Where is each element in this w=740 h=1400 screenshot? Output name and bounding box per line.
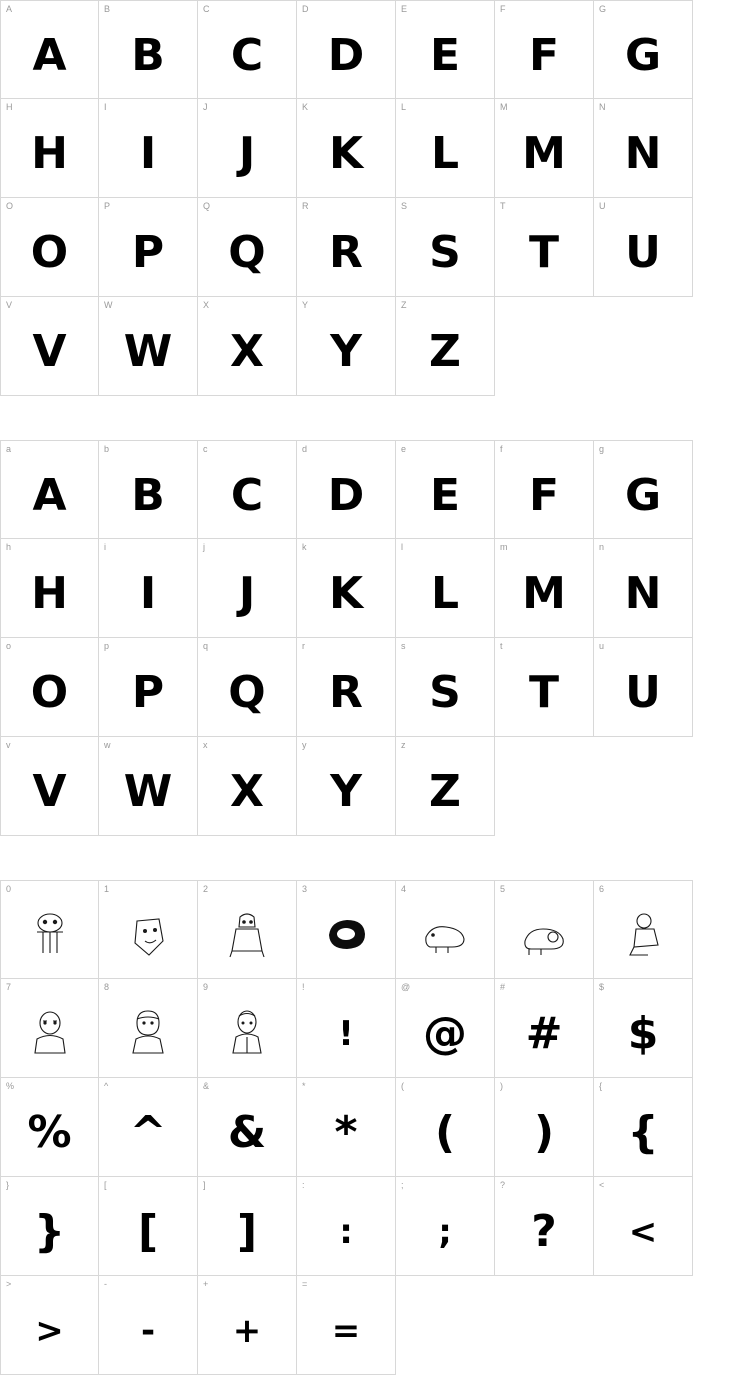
charmap-cell-M[interactable] [495, 99, 594, 198]
charmap-row [0, 638, 740, 737]
charmap-cell-t[interactable] [495, 638, 594, 737]
charmap-cell-glyph: W [123, 766, 173, 817]
charmap-cell-code: H [6, 102, 13, 112]
charmap-cell-glyph: } [33, 1206, 66, 1257]
charmap-cell-glyph: C [230, 469, 264, 521]
charmap-cell-v[interactable] [0, 737, 99, 836]
charmap-cell-glyph: P [131, 227, 165, 278]
charmap-cell-empty [495, 737, 594, 836]
charmap-cell-H[interactable] [0, 99, 99, 198]
charmap-cell-j[interactable] [198, 539, 297, 638]
charmap-cell-glyph: J [238, 128, 256, 179]
charmap-cell-c[interactable] [198, 440, 297, 539]
charmap-cell-glyph: N [624, 568, 662, 619]
charmap-cell-glyph: Q [228, 667, 266, 718]
charmap-cell->[interactable] [0, 1276, 99, 1375]
charmap-cell-code: o [6, 641, 12, 651]
charmap-cell-p[interactable] [99, 638, 198, 737]
charmap-cell-glyph: U [625, 227, 661, 278]
charmap-block-lowercase-letters [0, 440, 740, 836]
charmap-cell-glyph: R [329, 227, 363, 278]
charmap-block-digits-and-symbols [0, 880, 740, 1375]
charmap-cell-8[interactable] [99, 979, 198, 1078]
block-separator [0, 836, 740, 880]
charmap-cell-glyph: [ [137, 1206, 159, 1257]
charmap-cell-L[interactable] [396, 99, 495, 198]
charmap-cell-n[interactable] [594, 539, 693, 638]
charmap-cell-glyph: S [429, 667, 461, 718]
charmap-cell-D[interactable] [297, 0, 396, 99]
charmap-cell--[interactable] [99, 1276, 198, 1375]
charmap-cell-glyph: E [429, 469, 461, 521]
charmap-cell-code: C [203, 4, 210, 14]
charmap-cell-glyph: A [32, 29, 67, 81]
charmap-cell-glyph: F [528, 469, 560, 521]
charmap-cell-code: u [599, 641, 605, 651]
charmap-cell-glyph: @ [423, 1008, 467, 1059]
charmap-cell-code: l [401, 542, 403, 552]
charmap-cell-glyph: A [32, 469, 67, 521]
charmap-cell-code: : [302, 1180, 305, 1190]
charmap-cell-code: G [599, 4, 607, 14]
charmap-row [0, 737, 740, 836]
charmap-cell-;[interactable] [396, 1177, 495, 1276]
charmap-cell-K[interactable] [297, 99, 396, 198]
charmap-cell-glyph: T [528, 667, 559, 718]
charmap-cell-glyph: K [328, 568, 364, 619]
charmap-cell-glyph: X [230, 326, 264, 377]
charmap-row [0, 539, 740, 638]
charmap-cell-glyph: N [624, 128, 662, 179]
charmap-cell-code: D [302, 4, 309, 14]
charmap-cell-4[interactable] [396, 880, 495, 979]
charmap-cell-N[interactable] [594, 99, 693, 198]
charmap-cell-code: B [104, 4, 111, 14]
charmap-cell-code: 0 [6, 884, 12, 894]
charmap-cell-code: # [500, 982, 506, 992]
character-portrait-person-icon [198, 991, 296, 1077]
charmap-cell-code: { [599, 1081, 603, 1091]
charmap-cell-%[interactable] [0, 1078, 99, 1177]
charmap-cell-z[interactable] [396, 737, 495, 836]
charmap-cell-glyph: { [627, 1107, 659, 1158]
charmap-cell-Z[interactable] [396, 297, 495, 396]
charmap-cell-<[interactable] [594, 1177, 693, 1276]
charmap-cell-empty [396, 1276, 495, 1375]
charmap-cell-glyph: W [123, 326, 173, 377]
charmap-cell-code: 5 [500, 884, 506, 894]
charmap-cell-code: E [401, 4, 408, 14]
charmap-cell-code: 8 [104, 982, 110, 992]
charmap-cell-glyph: B [131, 29, 165, 81]
charmap-cell-code: V [6, 300, 13, 310]
charmap-cell-glyph: # [525, 1008, 563, 1059]
charmap-cell-code: & [203, 1081, 210, 1091]
charmap-cell-code: J [203, 102, 208, 112]
charmap-cell-code: L [401, 102, 407, 112]
charmap-cell-E[interactable] [396, 0, 495, 99]
charmap-cell-X[interactable] [198, 297, 297, 396]
charmap-cell-code: R [302, 201, 309, 211]
charmap-cell-#[interactable] [495, 979, 594, 1078]
charmap-cell-code: S [401, 201, 408, 211]
charmap-cell-+[interactable] [198, 1276, 297, 1375]
charmap-cell-code: ^ [104, 1081, 109, 1091]
charmap-cell-glyph: J [238, 568, 256, 619]
charmap-cell-glyph: U [625, 667, 661, 718]
charmap-cell-code: 3 [302, 884, 308, 894]
charmap-cell-code: f [500, 444, 503, 454]
charmap-cell-glyph: E [429, 29, 461, 81]
charmap-cell-code: Z [401, 300, 407, 310]
character-sleeping-figure-icon [495, 893, 593, 978]
charmap-row [0, 198, 740, 297]
charmap-cell-code: ( [401, 1081, 404, 1091]
charmap-cell-code: s [401, 641, 406, 651]
charmap-cell-f[interactable] [495, 440, 594, 539]
charmap-cell-code: A [6, 4, 13, 14]
charmap-cell-empty [495, 1276, 594, 1375]
charmap-cell-glyph: $ [627, 1008, 659, 1059]
charmap-cell-glyph: Z [429, 326, 461, 377]
charmap-cell-q[interactable] [198, 638, 297, 737]
charmap-cell-code: F [500, 4, 506, 14]
charmap-cell-glyph: I [139, 568, 157, 619]
charmap-cell-C[interactable] [198, 0, 297, 99]
charmap-cell-code: = [302, 1279, 308, 1289]
charmap-cell-glyph: = [331, 1311, 361, 1351]
charmap-cell-glyph: H [31, 128, 68, 179]
charmap-cell-empty [594, 737, 693, 836]
charmap-cell-Q[interactable] [198, 198, 297, 297]
charmap-cell-5[interactable] [495, 880, 594, 979]
charmap-cell-code: ] [203, 1180, 206, 1190]
charmap-cell-code: e [401, 444, 407, 454]
charmap-cell-glyph: O [30, 227, 69, 278]
charmap-cell-d[interactable] [297, 440, 396, 539]
charmap-cell-code: h [6, 542, 12, 552]
charmap-cell-{[interactable] [594, 1078, 693, 1177]
charmap-cell-code: [ [104, 1180, 107, 1190]
charmap-row [0, 0, 740, 99]
charmap-cell-code: U [599, 201, 606, 211]
charmap-cell-x[interactable] [198, 737, 297, 836]
charmap-cell-O[interactable] [0, 198, 99, 297]
charmap-cell-glyph: L [430, 128, 460, 179]
charmap-cell-T[interactable] [495, 198, 594, 297]
character-seated-figure-icon [198, 893, 296, 978]
character-kneeling-figure-icon [594, 893, 692, 978]
charmap-row [0, 1177, 740, 1276]
charmap-cell-glyph: ^ [129, 1107, 167, 1158]
charmap-cell-code: K [302, 102, 309, 112]
charmap-row [0, 1078, 740, 1177]
charmap-cell-code: 9 [203, 982, 209, 992]
charmap-cell-code: d [302, 444, 308, 454]
charmap-cell-glyph: ) [533, 1107, 555, 1158]
charmap-cell-glyph: % [27, 1107, 72, 1158]
charmap-cell-code: a [6, 444, 12, 454]
charmap-cell-i[interactable] [99, 539, 198, 638]
charmap-row [0, 979, 740, 1078]
charmap-row [0, 297, 740, 396]
charmap-cell-code: p [104, 641, 110, 651]
charmap-cell-code: i [104, 542, 106, 552]
charmap-cell-code: y [302, 740, 307, 750]
charmap-cell-glyph: Y [330, 326, 362, 377]
charmap-cell-glyph: Q [228, 227, 266, 278]
charmap-cell-glyph: T [528, 227, 559, 278]
charmap-cell-code: + [203, 1279, 209, 1289]
charmap-row [0, 99, 740, 198]
charmap-cell-glyph: X [230, 766, 264, 817]
charmap-cell-glyph: ( [434, 1107, 456, 1158]
charmap-cell-code: j [203, 542, 205, 552]
charmap-cell-y[interactable] [297, 737, 396, 836]
charmap-cell-s[interactable] [396, 638, 495, 737]
charmap-block-uppercase-letters [0, 0, 740, 396]
charmap-cell-l[interactable] [396, 539, 495, 638]
charmap-cell-glyph: ? [531, 1206, 557, 1257]
charmap-cell-m[interactable] [495, 539, 594, 638]
charmap-cell-empty [594, 297, 693, 396]
charmap-cell-glyph: M [522, 568, 566, 619]
charmap-cell-glyph: R [329, 667, 363, 718]
charmap-cell-code: m [500, 542, 508, 552]
charmap-cell-[[interactable] [99, 1177, 198, 1276]
charmap-cell-code: T [500, 201, 506, 211]
charmap-cell-glyph: G [624, 469, 662, 521]
charmap-cell-Y[interactable] [297, 297, 396, 396]
charmap-cell-h[interactable] [0, 539, 99, 638]
charmap-cell-code: x [203, 740, 208, 750]
charmap-cell-:[interactable] [297, 1177, 396, 1276]
charmap-cell-code: Y [302, 300, 309, 310]
charmap-row [0, 880, 740, 979]
charmap-cell-code: * [302, 1081, 306, 1091]
charmap-cell-code: W [104, 300, 113, 310]
charmap-cell-glyph: : [339, 1212, 353, 1252]
charmap-cell-w[interactable] [99, 737, 198, 836]
charmap-cell-([interactable] [396, 1078, 495, 1177]
charmap-cell-2[interactable] [198, 880, 297, 979]
charmap-cell-code: O [6, 201, 14, 211]
charmap-cell-P[interactable] [99, 198, 198, 297]
charmap-cell-*[interactable] [297, 1078, 396, 1177]
character-reclining-animal-icon [396, 893, 494, 978]
charmap-cell-code: Q [203, 201, 211, 211]
charmap-cell-glyph: B [131, 469, 165, 521]
character-portrait-man-icon [1, 991, 98, 1077]
charmap-cell-=[interactable] [297, 1276, 396, 1375]
charmap-cell-code: N [599, 102, 606, 112]
charmap-cell-^[interactable] [99, 1078, 198, 1177]
charmap-cell-r[interactable] [297, 638, 396, 737]
charmap-cell-glyph: O [30, 667, 69, 718]
charmap-cell-code: r [302, 641, 305, 651]
charmap-cell-1[interactable] [99, 880, 198, 979]
charmap-cell-I[interactable] [99, 99, 198, 198]
charmap-cell-glyph: L [430, 568, 460, 619]
charmap-cell-o[interactable] [0, 638, 99, 737]
charmap-cell-code: P [104, 201, 111, 211]
charmap-cell-glyph: - [140, 1311, 156, 1351]
charmap-cell-![interactable] [297, 979, 396, 1078]
charmap-cell-b[interactable] [99, 440, 198, 539]
charmap-cell-code: $ [599, 982, 605, 992]
charmap-cell-6[interactable] [594, 880, 693, 979]
charmap-cell-code: q [203, 641, 209, 651]
charmap-cell-&[interactable] [198, 1078, 297, 1177]
charmap-cell-)[interactable] [495, 1078, 594, 1177]
charmap-cell-glyph: V [32, 326, 67, 377]
charmap-cell-glyph: H [31, 568, 68, 619]
charmap-row [0, 440, 740, 539]
charmap-cell-glyph: F [528, 29, 560, 81]
charmap-cell-code: w [104, 740, 111, 750]
charmap-row [0, 1276, 740, 1375]
charmap-cell-glyph: Z [429, 766, 461, 817]
charmap-cell-@[interactable] [396, 979, 495, 1078]
charmap-cell-glyph: P [131, 667, 165, 718]
charmap-cell-glyph: K [328, 128, 364, 179]
charmap-cell-code: ? [500, 1180, 506, 1190]
charmap-cell-empty [594, 1276, 693, 1375]
character-dog-table-icon [1, 893, 98, 978]
charmap-cell-glyph: < [628, 1212, 658, 1252]
charmap-cell-S[interactable] [396, 198, 495, 297]
charmap-cell-code: ) [500, 1081, 503, 1091]
charmap-cell-0[interactable] [0, 880, 99, 979]
charmap-cell-$[interactable] [594, 979, 693, 1078]
charmap-cell-code: % [6, 1081, 15, 1091]
charmap-cell-code: 2 [203, 884, 209, 894]
charmap-cell-code: z [401, 740, 406, 750]
charmap-cell-glyph: M [522, 128, 566, 179]
charmap-cell-empty [495, 297, 594, 396]
charmap-cell-g[interactable] [594, 440, 693, 539]
charmap-cell-}[interactable] [0, 1177, 99, 1276]
charmap-cell-B[interactable] [99, 0, 198, 99]
charmap-cell-glyph: Y [330, 766, 362, 817]
charmap-cell-code: > [6, 1279, 12, 1289]
charmap-cell-glyph: V [32, 766, 67, 817]
charmap-cell-glyph: D [327, 29, 365, 81]
charmap-cell-code: < [599, 1180, 605, 1190]
character-face-icon [99, 893, 197, 978]
charmap-cell-U[interactable] [594, 198, 693, 297]
charmap-cell-?[interactable] [495, 1177, 594, 1276]
character-black-blob-icon [297, 893, 395, 978]
charmap-cell-code: v [6, 740, 11, 750]
charmap-cell-code: } [6, 1180, 10, 1190]
charmap-cell-code: k [302, 542, 307, 552]
charmap-cell-code: 7 [6, 982, 12, 992]
charmap-cell-glyph: I [139, 128, 157, 179]
charmap-cell-glyph: C [230, 29, 264, 81]
charmap-cell-glyph: ] [236, 1206, 258, 1257]
charmap-cell-code: 6 [599, 884, 605, 894]
character-portrait-woman-icon [99, 991, 197, 1077]
charmap-cell-code: ! [302, 982, 305, 992]
charmap-cell-code: ; [401, 1180, 404, 1190]
charmap-cell-glyph: G [624, 29, 662, 81]
charmap-cell-9[interactable] [198, 979, 297, 1078]
charmap-cell-W[interactable] [99, 297, 198, 396]
charmap-cell-F[interactable] [495, 0, 594, 99]
charmap-cell-V[interactable] [0, 297, 99, 396]
block-separator [0, 396, 740, 440]
charmap-cell-u[interactable] [594, 638, 693, 737]
charmap-cell-code: t [500, 641, 503, 651]
charmap-cell-glyph: > [35, 1311, 64, 1351]
charmap-cell-A[interactable] [0, 0, 99, 99]
charmap-cell-e[interactable] [396, 440, 495, 539]
charmap-cell-7[interactable] [0, 979, 99, 1078]
charmap-cell-code: 4 [401, 884, 407, 894]
charmap-cell-code: X [203, 300, 210, 310]
charmap-cell-code: n [599, 542, 605, 552]
charmap-cell-code: - [104, 1279, 107, 1289]
charmap-cell-][interactable] [198, 1177, 297, 1276]
charmap-cell-glyph: & [227, 1107, 267, 1158]
charmap-cell-code: M [500, 102, 508, 112]
charmap-cell-code: c [203, 444, 208, 454]
charmap-cell-glyph: * [334, 1107, 358, 1158]
charmap-cell-G[interactable] [594, 0, 693, 99]
charmap-cell-code: @ [401, 982, 411, 992]
charmap-cell-k[interactable] [297, 539, 396, 638]
charmap-cell-J[interactable] [198, 99, 297, 198]
charmap-cell-code: 1 [104, 884, 110, 894]
charmap-cell-glyph: ; [438, 1212, 452, 1252]
charmap-cell-code: b [104, 444, 110, 454]
charmap-cell-3[interactable] [297, 880, 396, 979]
charmap-cell-glyph: ! [338, 1014, 354, 1054]
charmap-cell-glyph: + [232, 1311, 262, 1351]
charmap-cell-R[interactable] [297, 198, 396, 297]
charmap-cell-code: I [104, 102, 107, 112]
charmap-cell-a[interactable] [0, 440, 99, 539]
charmap-cell-glyph: D [327, 469, 365, 521]
charmap-cell-glyph: S [429, 227, 461, 278]
charmap-cell-code: g [599, 444, 605, 454]
